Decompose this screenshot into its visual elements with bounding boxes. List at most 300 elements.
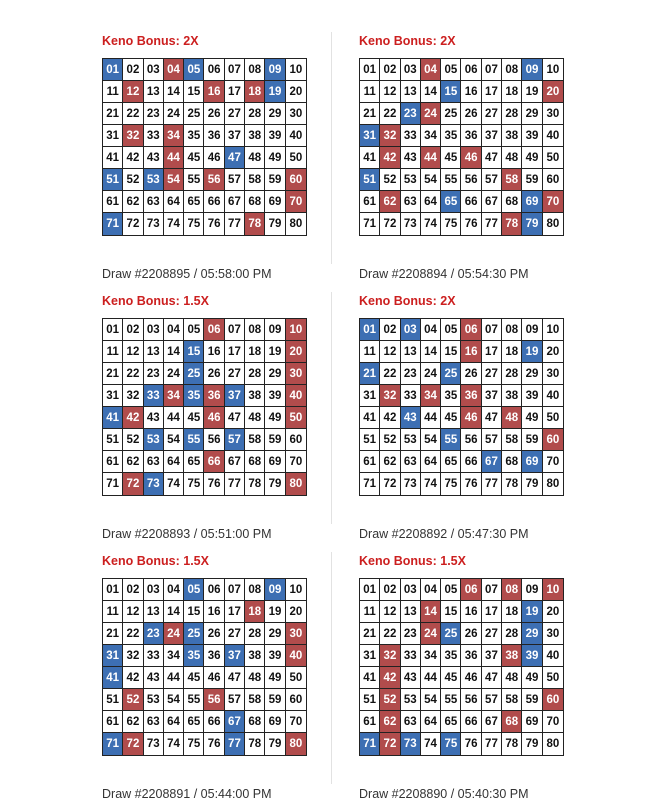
keno-number-cell: 35 [184,385,204,407]
keno-number-cell: 05 [184,579,204,601]
keno-number-cell: 59 [265,689,285,711]
keno-number-cell: 16 [204,341,224,363]
keno-number-cell: 13 [401,601,421,623]
keno-number-cell: 44 [421,407,441,429]
keno-number-cell: 20 [286,601,306,623]
keno-number-cell: 24 [164,363,184,385]
keno-number-cell: 05 [184,319,204,341]
keno-number-cell: 28 [502,623,522,645]
keno-number-cell: 25 [184,623,204,645]
keno-number-cell: 45 [184,147,204,169]
keno-number-cell: 52 [123,429,143,451]
keno-bonus-label: Keno Bonus: 2X [102,34,199,48]
keno-number-cell: 69 [522,451,542,473]
keno-number-cell: 39 [265,125,285,147]
keno-number-cell: 62 [380,451,400,473]
keno-number-cell: 39 [522,645,542,667]
keno-number-cell: 28 [502,103,522,125]
keno-bonus-label: Keno Bonus: 2X [359,294,456,308]
keno-number-cell: 61 [103,451,123,473]
keno-number-cell: 09 [265,59,285,81]
keno-number-cell: 79 [265,733,285,755]
keno-number-cell: 53 [401,429,421,451]
keno-number-cell: 37 [482,645,502,667]
keno-number-cell: 75 [441,473,461,495]
keno-number-cell: 36 [461,645,481,667]
keno-number-cell: 67 [482,191,502,213]
keno-number-cell: 19 [265,341,285,363]
keno-number-cell: 22 [123,103,143,125]
keno-number-cell: 46 [461,147,481,169]
keno-number-cell: 59 [522,429,542,451]
keno-number-cell: 68 [502,451,522,473]
keno-number-cell: 10 [286,319,306,341]
keno-number-cell: 25 [441,623,461,645]
keno-number-cell: 38 [245,385,265,407]
keno-number-cell: 35 [441,645,461,667]
keno-number-cell: 43 [401,407,421,429]
keno-number-cell: 05 [441,579,461,601]
keno-number-cell: 15 [441,341,461,363]
keno-number-cell: 72 [123,733,143,755]
keno-number-cell: 39 [265,385,285,407]
keno-number-cell: 58 [245,689,265,711]
draw-info: Draw #2208890 / 05:40:30 PM [359,787,529,801]
keno-number-cell: 64 [421,191,441,213]
keno-number-cell: 60 [286,169,306,191]
keno-number-cell: 77 [225,733,245,755]
keno-number-cell: 80 [546,738,560,750]
keno-number-cell: 68 [245,191,265,213]
keno-number-cell: 78 [502,733,522,755]
keno-number-cell: 48 [502,147,522,169]
keno-number-cell: 42 [380,147,400,169]
keno-number-cell: 32 [123,645,143,667]
keno-number-cell: 09 [265,319,285,341]
keno-number-cell: 45 [184,407,204,429]
keno-number-cell: 02 [123,319,143,341]
keno-number-cell: 69 [265,451,285,473]
keno-number-cell: 35 [184,125,204,147]
keno-number-cell: 52 [380,429,400,451]
keno-number-cell: 14 [421,601,441,623]
keno-number-cell: 52 [380,169,400,191]
draw-info: Draw #2208893 / 05:51:00 PM [102,527,272,541]
keno-number-cell: 63 [401,191,421,213]
keno-number-cell: 24 [164,103,184,125]
draw-info: Draw #2208892 / 05:47:30 PM [359,527,529,541]
keno-number-cell: 49 [265,667,285,689]
keno-number-cell: 06 [204,59,224,81]
keno-number-cell: 18 [245,341,265,363]
keno-number-cell: 01 [360,319,380,341]
keno-number-cell: 66 [461,191,481,213]
keno-number-cell: 77 [482,473,502,495]
keno-number-cell: 44 [164,667,184,689]
keno-number-cell: 34 [421,645,441,667]
keno-number-cell: 28 [245,363,265,385]
keno-number-cell: 45 [441,147,461,169]
keno-number-cell: 54 [164,429,184,451]
keno-number-cell: 58 [502,689,522,711]
keno-number-cell: 02 [380,319,400,341]
keno-number-cell: 24 [421,623,441,645]
keno-number-cell: 63 [401,451,421,473]
keno-number-cell: 15 [441,81,461,103]
keno-number-cell: 73 [144,473,164,495]
keno-number-cell: 74 [421,213,441,235]
keno-number-cell: 31 [103,645,123,667]
keno-number-cell: 17 [482,601,502,623]
keno-number-cell: 49 [265,407,285,429]
keno-number-cell: 60 [543,169,563,191]
keno-number-cell: 11 [360,601,380,623]
keno-number-cell: 01 [360,59,380,81]
keno-number-cell: 60 [543,689,563,711]
keno-number-cell: 79 [522,213,542,235]
keno-number-cell: 36 [204,125,224,147]
keno-number-cell: 48 [245,667,265,689]
keno-number-cell: 14 [421,81,441,103]
keno-number-cell: 64 [164,711,184,733]
keno-number-cell: 49 [265,147,285,169]
keno-number-cell: 60 [286,429,306,451]
keno-number-cell: 56 [204,429,224,451]
keno-number-cell: 21 [360,623,380,645]
keno-number-cell: 16 [461,601,481,623]
keno-number-cell: 19 [522,601,542,623]
keno-number-cell: 65 [441,191,461,213]
keno-number-cell: 17 [225,601,245,623]
keno-number-cell: 55 [184,169,204,191]
keno-number-cell: 71 [360,733,380,755]
keno-number-cell: 73 [401,733,421,755]
keno-number-grid [359,578,564,756]
keno-number-cell: 68 [245,451,265,473]
keno-number-cell: 70 [543,451,563,473]
keno-number-cell: 57 [482,429,502,451]
keno-number-cell: 07 [225,59,245,81]
keno-number-cell: 70 [286,711,306,733]
keno-number-cell: 53 [401,689,421,711]
keno-number-cell: 47 [225,667,245,689]
keno-number-cell: 32 [380,125,400,147]
keno-number-cell: 54 [421,429,441,451]
keno-number-cell: 14 [164,601,184,623]
keno-number-cell: 26 [204,623,224,645]
keno-number-cell: 62 [123,451,143,473]
keno-number-cell: 75 [441,733,461,755]
keno-number-cell: 26 [461,103,481,125]
keno-number-cell: 79 [265,213,285,235]
keno-number-cell: 23 [401,103,421,125]
keno-number-cell: 46 [204,667,224,689]
keno-number-cell: 10 [286,579,306,601]
keno-number-cell: 02 [123,59,143,81]
keno-number-cell: 80 [546,478,560,490]
keno-number-cell: 55 [441,689,461,711]
keno-number-cell: 07 [225,319,245,341]
keno-number-cell: 40 [286,125,306,147]
keno-number-cell: 20 [543,601,563,623]
keno-number-cell: 03 [144,319,164,341]
keno-number-cell: 60 [286,689,306,711]
keno-number-cell: 50 [286,407,306,429]
keno-number-cell: 54 [421,689,441,711]
keno-number-cell: 08 [245,59,265,81]
keno-number-cell: 11 [103,81,123,103]
keno-number-cell: 33 [401,645,421,667]
keno-number-cell: 15 [441,601,461,623]
keno-number-cell: 27 [482,103,502,125]
keno-number-cell: 23 [144,103,164,125]
keno-number-cell: 58 [502,169,522,191]
keno-number-cell: 09 [522,59,542,81]
keno-number-cell: 30 [286,623,306,645]
keno-number-cell: 53 [144,429,164,451]
keno-number-cell: 58 [502,429,522,451]
keno-number-cell: 27 [482,363,502,385]
keno-number-cell: 28 [502,363,522,385]
keno-number-cell: 64 [421,451,441,473]
keno-number-cell: 36 [204,385,224,407]
keno-number-cell: 14 [164,341,184,363]
keno-number-cell: 21 [103,363,123,385]
keno-number-cell: 68 [502,191,522,213]
keno-number-cell: 10 [543,319,563,341]
keno-number-cell: 12 [123,81,143,103]
keno-number-cell: 67 [225,191,245,213]
keno-number-cell: 07 [482,579,502,601]
keno-number-cell: 10 [543,59,563,81]
keno-number-cell: 05 [441,319,461,341]
keno-number-cell: 17 [225,81,245,103]
keno-number-cell: 44 [164,407,184,429]
keno-number-cell: 77 [225,213,245,235]
keno-number-cell: 47 [482,147,502,169]
keno-number-cell: 21 [103,103,123,125]
keno-number-cell: 51 [360,429,380,451]
keno-number-cell: 41 [360,147,380,169]
keno-number-cell: 79 [522,733,542,755]
keno-number-cell: 17 [482,341,502,363]
keno-number-cell: 46 [461,407,481,429]
keno-bonus-label: Keno Bonus: 1.5X [359,554,466,568]
keno-number-cell: 44 [164,147,184,169]
keno-number-cell: 03 [401,319,421,341]
keno-number-cell: 56 [461,169,481,191]
keno-number-cell: 23 [144,623,164,645]
keno-number-cell: 52 [123,169,143,191]
keno-number-cell: 61 [360,191,380,213]
keno-number-cell: 31 [360,645,380,667]
keno-number-cell: 40 [286,645,306,667]
keno-number-cell: 43 [144,407,164,429]
keno-number-cell: 23 [401,623,421,645]
keno-number-cell: 11 [103,341,123,363]
keno-bonus-label: Keno Bonus: 1.5X [102,294,209,308]
keno-number-cell: 41 [360,667,380,689]
keno-number-cell: 01 [360,579,380,601]
keno-number-cell: 39 [265,645,285,667]
keno-number-cell: 38 [245,125,265,147]
keno-number-cell: 13 [401,81,421,103]
keno-number-cell: 69 [522,191,542,213]
keno-number-cell: 69 [265,191,285,213]
keno-number-cell: 22 [380,623,400,645]
keno-number-cell: 66 [204,711,224,733]
keno-number-cell: 12 [380,81,400,103]
keno-number-cell: 20 [286,81,306,103]
keno-number-cell: 06 [204,319,224,341]
keno-number-cell: 42 [380,667,400,689]
keno-number-cell: 02 [380,579,400,601]
keno-number-cell: 19 [265,81,285,103]
keno-number-cell: 30 [543,623,563,645]
keno-number-cell: 48 [502,667,522,689]
keno-number-cell: 08 [502,59,522,81]
keno-number-cell: 08 [502,579,522,601]
keno-number-cell: 25 [184,103,204,125]
keno-number-cell: 49 [522,147,542,169]
keno-number-cell: 17 [225,341,245,363]
keno-number-cell: 37 [225,645,245,667]
keno-number-cell: 57 [225,169,245,191]
keno-number-cell: 55 [184,429,204,451]
keno-number-cell: 04 [421,579,441,601]
keno-number-cell: 21 [360,103,380,125]
keno-number-cell: 46 [461,667,481,689]
keno-number-cell: 50 [543,147,563,169]
keno-number-cell: 52 [380,689,400,711]
keno-number-cell: 64 [164,191,184,213]
keno-number-cell: 26 [461,363,481,385]
keno-number-cell: 28 [245,623,265,645]
keno-number-cell: 51 [360,689,380,711]
keno-number-cell: 18 [502,601,522,623]
keno-number-cell: 28 [245,103,265,125]
keno-number-cell: 20 [543,341,563,363]
keno-number-cell: 66 [204,451,224,473]
keno-number-cell: 65 [184,191,204,213]
keno-bonus-label: Keno Bonus: 1.5X [102,554,209,568]
keno-number-cell: 74 [421,473,441,495]
keno-number-cell: 52 [123,689,143,711]
keno-number-cell: 48 [245,147,265,169]
keno-number-cell: 74 [164,473,184,495]
keno-number-cell: 11 [103,601,123,623]
keno-number-grid [102,58,307,236]
keno-number-cell: 38 [502,125,522,147]
keno-number-cell: 59 [522,689,542,711]
keno-number-cell: 12 [123,601,143,623]
keno-number-cell: 44 [421,147,441,169]
keno-number-cell: 79 [522,473,542,495]
keno-number-cell: 04 [421,59,441,81]
keno-number-cell: 65 [441,451,461,473]
keno-number-cell: 45 [184,667,204,689]
keno-number-cell: 27 [225,623,245,645]
keno-number-cell: 12 [380,341,400,363]
keno-number-cell: 23 [401,363,421,385]
keno-number-cell: 25 [441,103,461,125]
keno-number-cell: 50 [286,147,306,169]
keno-number-cell: 16 [461,341,481,363]
keno-number-cell: 29 [265,623,285,645]
keno-number-cell: 15 [184,341,204,363]
keno-number-cell: 72 [380,473,400,495]
keno-number-cell: 36 [461,385,481,407]
keno-number-cell: 77 [225,473,245,495]
keno-number-cell: 07 [482,319,502,341]
keno-number-cell: 29 [265,103,285,125]
keno-number-cell: 56 [461,429,481,451]
keno-number-cell: 43 [401,147,421,169]
keno-number-cell: 80 [286,733,306,755]
keno-number-cell: 49 [522,667,542,689]
column-divider [331,552,332,784]
keno-number-cell: 04 [164,579,184,601]
keno-number-cell: 71 [360,473,380,495]
keno-number-cell: 68 [245,711,265,733]
keno-number-cell: 36 [461,125,481,147]
keno-number-cell: 73 [144,213,164,235]
keno-number-cell: 44 [421,667,441,689]
keno-number-cell: 57 [482,169,502,191]
keno-number-cell: 43 [144,667,164,689]
keno-number-cell: 31 [103,385,123,407]
keno-number-cell: 64 [421,711,441,733]
keno-number-cell: 61 [360,711,380,733]
keno-number-cell: 78 [245,473,265,495]
keno-number-cell: 62 [123,711,143,733]
keno-number-cell: 34 [421,125,441,147]
keno-number-cell: 78 [245,733,265,755]
keno-number-cell: 31 [360,125,380,147]
keno-number-cell: 61 [360,451,380,473]
keno-number-cell: 25 [441,363,461,385]
keno-number-cell: 11 [360,341,380,363]
keno-number-cell: 33 [401,125,421,147]
keno-number-cell: 35 [441,125,461,147]
keno-number-cell: 76 [461,213,481,235]
keno-number-cell: 11 [360,81,380,103]
keno-number-cell: 67 [482,711,502,733]
keno-number-cell: 37 [482,385,502,407]
keno-number-cell: 73 [401,473,421,495]
keno-number-cell: 55 [441,169,461,191]
keno-number-cell: 53 [401,169,421,191]
keno-number-cell: 38 [502,645,522,667]
keno-number-cell: 71 [103,473,123,495]
keno-number-cell: 55 [441,429,461,451]
keno-number-cell: 24 [164,623,184,645]
keno-number-cell: 58 [245,169,265,191]
keno-number-cell: 30 [543,103,563,125]
keno-number-cell: 33 [144,645,164,667]
keno-number-cell: 30 [286,363,306,385]
keno-number-cell: 47 [482,667,502,689]
keno-number-cell: 57 [225,689,245,711]
keno-number-cell: 45 [441,407,461,429]
keno-number-cell: 73 [401,213,421,235]
keno-number-cell: 31 [103,125,123,147]
keno-number-cell: 56 [204,169,224,191]
keno-number-cell: 70 [543,191,563,213]
keno-number-cell: 41 [103,147,123,169]
keno-number-cell: 33 [144,385,164,407]
keno-number-cell: 50 [286,667,306,689]
